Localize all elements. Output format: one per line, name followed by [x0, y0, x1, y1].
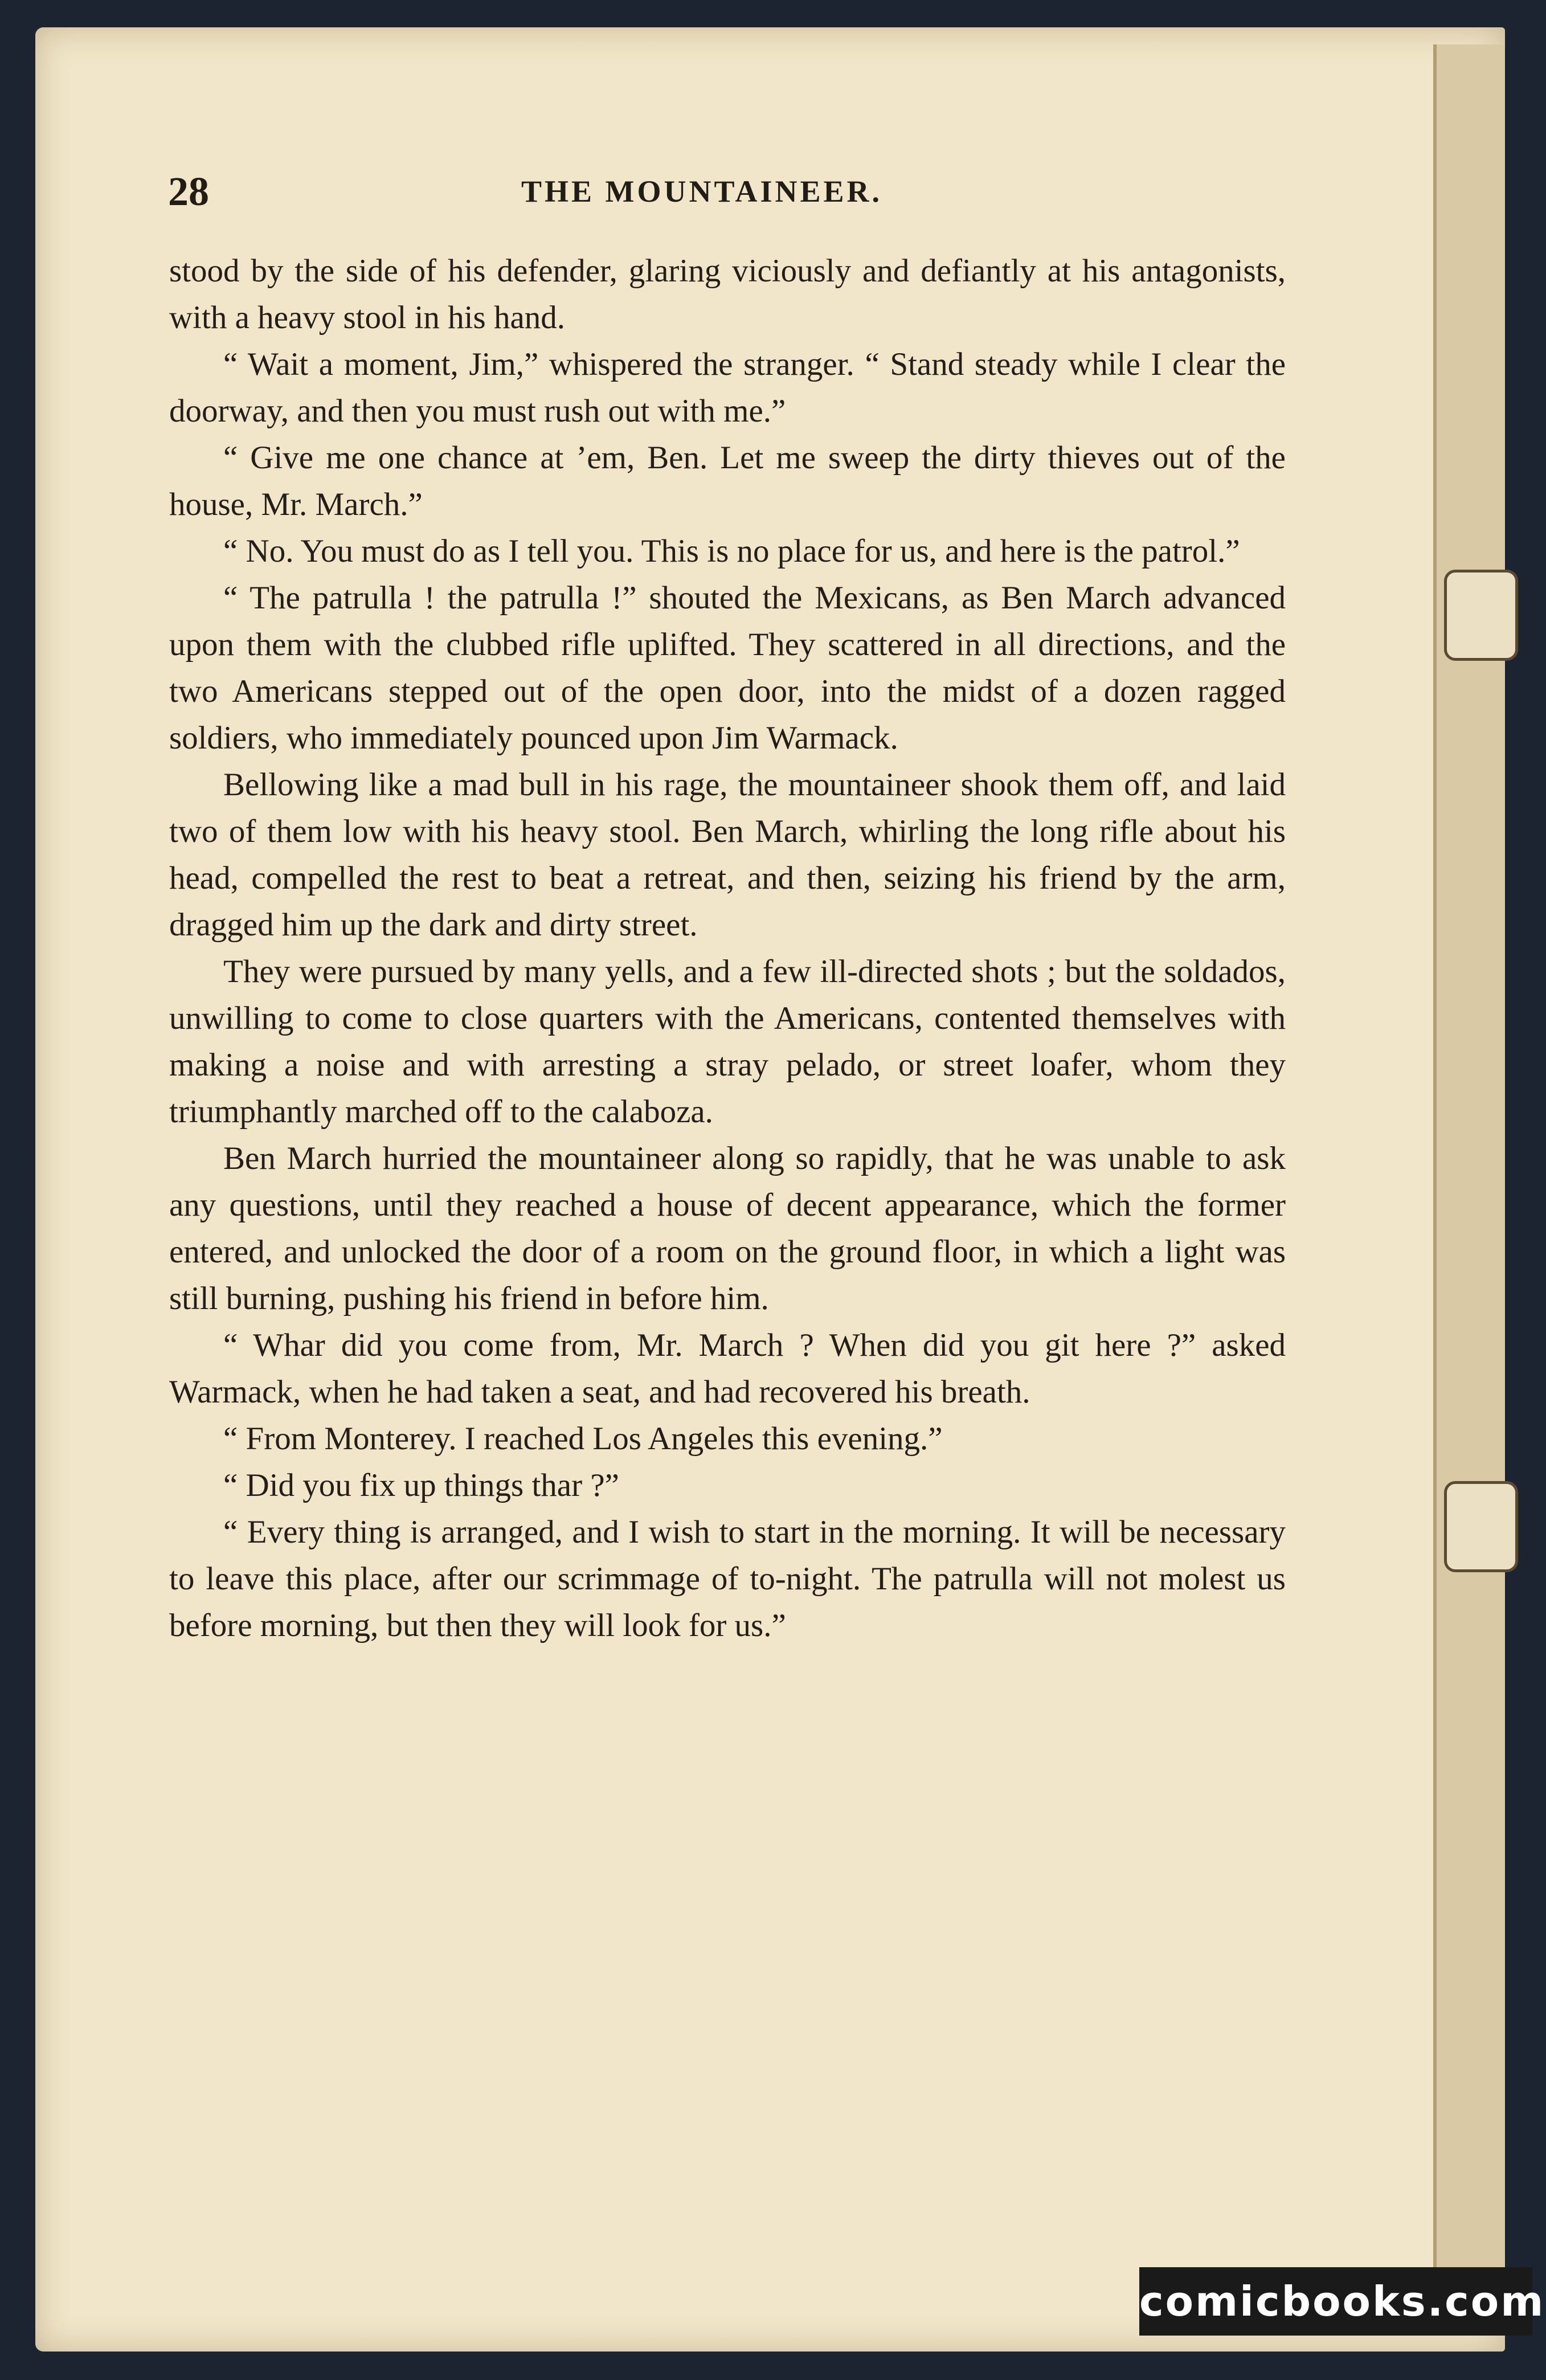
paragraph: “ Give me one chance at ’em, Ben. Let me sweep the dirty thieves out of the house, Mr. March.”	[169, 440, 1286, 522]
page-number: 28	[168, 169, 209, 214]
paragraph: Ben March hurried the mountaineer along so rapidly, that he was unable to ask any questions, until they reached a house of decent appearance, which the former entered, and unlocked the door of a room on the ground floor, in which a light was still burning, pushing his friend in before him.	[169, 1140, 1286, 1316]
paragraph: “ From Monterey. I reached Los Angeles this evening.”	[223, 1421, 943, 1457]
paragraph: Bellowing like a mad bull in his rage, the mountaineer shook them off, and laid two of them low with his heavy stool. Ben March, whirling the long rifle about his head, compelled the rest to beat a retreat, and then, seizing his friend by the arm, dragged him up the dark and dirty street.	[169, 767, 1286, 943]
paragraph: “ The patrulla ! the patrulla !” shouted the Mexicans, as Ben March advanced upon them with the clubbed rifle uplifted. They scattered in all directions, and the two Americans stepped out of the open door, into the midst of a dozen ragged soldiers, who immediately pounced upon Jim Warmack.	[169, 580, 1286, 756]
paragraph: “ Whar did you come from, Mr. March ? When did you git here ?” asked Warmack, when he had taken a seat, and had recovered his breath.	[169, 1327, 1286, 1410]
binding-tear-upper	[1444, 570, 1518, 661]
paragraph: stood by the side of his defender, glaring viciously and defiantly at his antagonists, with a heavy stool in his hand.	[169, 253, 1286, 336]
page-edge	[1433, 44, 1505, 2295]
body-text	[169, 248, 1286, 1649]
page-header	[140, 162, 1279, 225]
site-watermark: comicbooks.com	[1139, 2267, 1532, 2336]
paragraph: “ Did you fix up things thar ?”	[223, 1467, 619, 1503]
binding-tear-lower	[1444, 1481, 1518, 1572]
paragraph: “ No. You must do as I tell you. This is no place for us, and here is the patrol.”	[223, 533, 1240, 569]
running-head: THE MOUNTAINEER.	[521, 174, 883, 208]
paragraph: “ Every thing is arranged, and I wish to start in the morning. It will be necessary to leave this place, after our scrimmage of to-night. The patrulla will not molest us before morning, but then they will look for us.”	[169, 1514, 1286, 1643]
paragraph: “ Wait a moment, Jim,” whispered the stranger. “ Stand steady while I clear the doorway, and then you must rush out with me.”	[169, 346, 1286, 429]
paragraph: They were pursued by many yells, and a few ill-directed shots ; but the soldados, unwilling to come to close quarters with the Americans, contented themselves with making a noise and with arresting a stray pelado, or street loafer, whom they triumphantly marched off to the calaboza.	[169, 954, 1286, 1130]
